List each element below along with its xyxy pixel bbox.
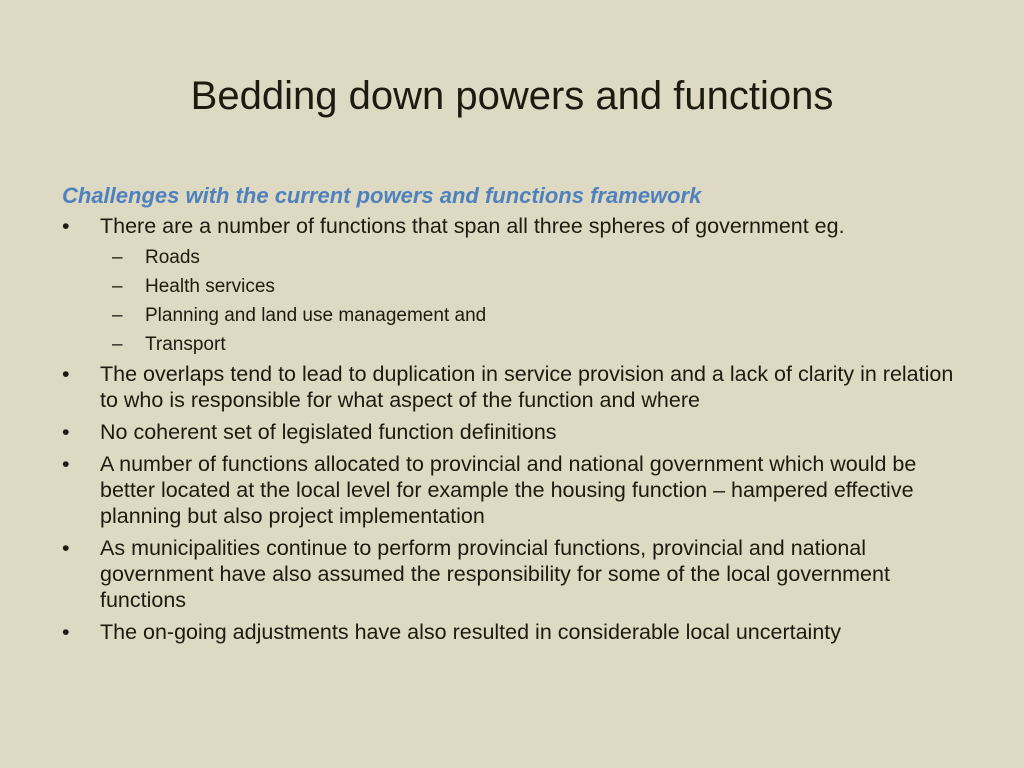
bullet-item <box>62 535 972 613</box>
bullet-item <box>62 619 972 645</box>
bullet-text: No coherent set of legislated function definitions <box>100 420 557 444</box>
slide-body <box>62 181 972 651</box>
bullet-marker: • <box>62 214 70 238</box>
bullet-text: There are a number of functions that span all three spheres of government eg. <box>100 214 845 238</box>
sub-bullet-text: Roads <box>145 247 200 268</box>
sub-bullet-item <box>62 245 972 270</box>
bullet-text: A number of functions allocated to provincial and national government which would be better located at the local level for example the housing function – hampered effective planning but also project implementation <box>100 452 917 528</box>
sub-bullet-item <box>62 332 972 357</box>
sub-bullet-text: Health services <box>145 276 275 297</box>
bullet-marker: • <box>62 452 70 476</box>
bullet-item <box>62 451 972 529</box>
sub-bullet-item <box>62 274 972 299</box>
bullet-text: The on-going adjustments have also resulted in considerable local uncertainty <box>100 620 841 644</box>
bullet-marker: • <box>62 536 70 560</box>
bullet-marker: • <box>62 620 70 644</box>
bullet-text: The overlaps tend to lead to duplication in service provision and a lack of clarity in relation to who is responsible for what aspect of the function and where <box>100 362 954 412</box>
bullet-item <box>62 213 972 239</box>
section-subheading: Challenges with the current powers and functions framework <box>62 183 702 208</box>
dash-marker: – <box>112 247 123 268</box>
bullet-item <box>62 361 972 413</box>
bullet-text: As municipalities continue to perform provincial functions, provincial and national government have also assumed the responsibility for some of the local government functions <box>100 536 890 612</box>
dash-marker: – <box>112 305 123 326</box>
sub-bullet-list <box>62 245 972 357</box>
dash-marker: – <box>112 334 123 355</box>
bullet-marker: • <box>62 420 70 444</box>
bullet-item <box>62 419 972 445</box>
sub-bullet-text: Transport <box>145 334 226 355</box>
bullet-marker: • <box>62 362 70 386</box>
sub-bullet-item <box>62 303 972 328</box>
dash-marker: – <box>112 276 123 297</box>
slide-title: Bedding down powers and functions <box>190 74 834 118</box>
sub-bullet-text: Planning and land use management and <box>145 305 487 326</box>
